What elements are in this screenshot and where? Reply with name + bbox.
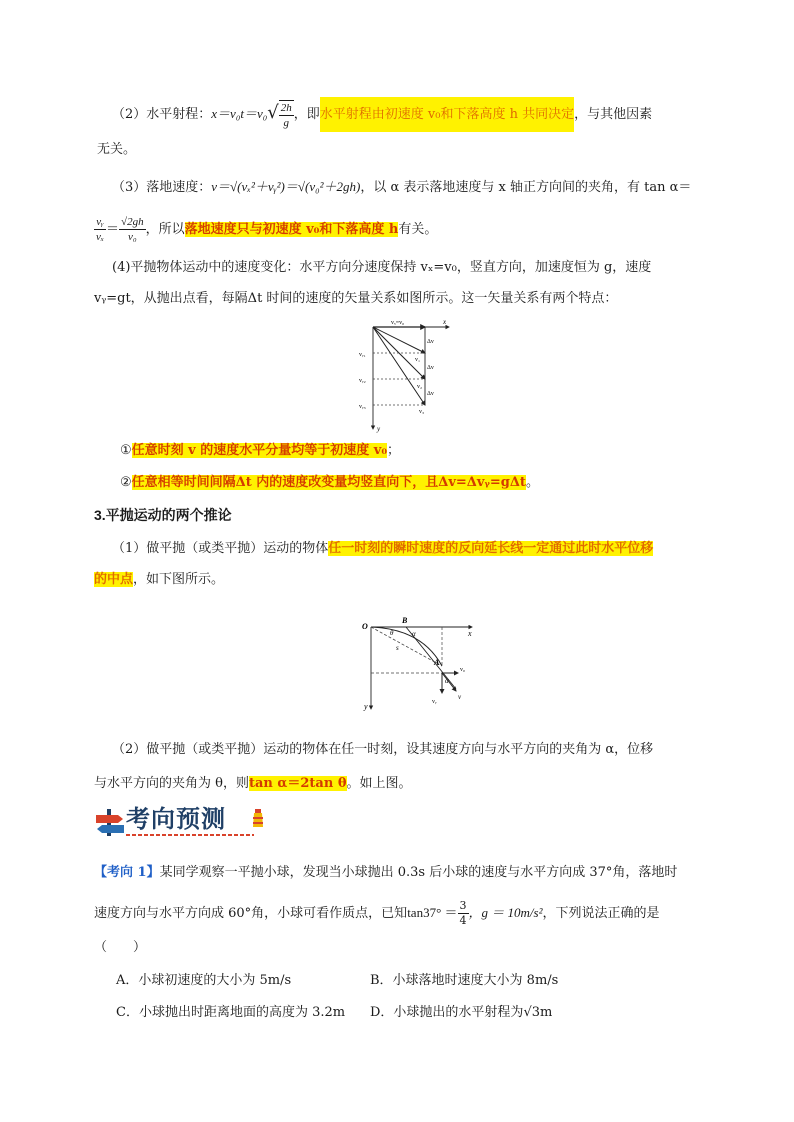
p3-text: ，以 α 表示落地速度与 x 轴正方向间的夹角，有 tan α＝ (360, 180, 692, 195)
p2-mid: ，即 (293, 107, 320, 122)
fig1-label-vy2: vᵧ₂ (359, 378, 366, 384)
fig2-label-O: O (362, 622, 368, 631)
section3-p1-line1 (112, 539, 653, 559)
section3-p1-line2 (94, 570, 224, 590)
p2-formula: x＝v₀t＝v₀ (211, 106, 268, 121)
point-2-end: 。 (525, 475, 539, 490)
question-line2 (94, 898, 660, 929)
option-b[interactable]: B．小球落地时速度大小为 8m/s (370, 973, 559, 988)
question-g: ，g ＝ 10m/s² (468, 905, 543, 920)
point-2 (120, 473, 539, 493)
point-2-num: ② (120, 475, 132, 490)
signpost-icon (94, 807, 126, 837)
fig1-label-v2: v₂ (417, 384, 423, 390)
fig2-label-alpha: α (412, 630, 416, 638)
fig1-v3-vector (373, 327, 425, 405)
fig1-label-vy1: vᵧ₁ (359, 352, 366, 358)
fig1-v1-vector (373, 327, 425, 353)
p2-fraction: $\frac{2h}{g}$ (280, 101, 292, 129)
section3-p1-highlight-a: 任一时刻的瞬时速度的反向延长线一定通过此时水平位移 (328, 541, 654, 556)
p3-mid: ，所以 (145, 222, 185, 237)
fig1-label-vy3: vᵧ₃ (359, 404, 366, 410)
p3-frac2: $\frac{√2gh}{\text{v₀}}$ (121, 216, 144, 243)
p2-suffix: ，与其他因素 (574, 107, 653, 122)
question-tan: tan37° ＝ (407, 905, 458, 920)
section3-title: 3.平抛运动的两个推论 (94, 507, 232, 523)
option-d-value: √3m (523, 1005, 553, 1020)
fig2-label-s: s (396, 644, 399, 652)
trajectory-figure (360, 611, 484, 713)
velocity-vector-figure (357, 315, 457, 433)
fig2-label-alpha2: α (445, 677, 449, 685)
lighthouse-icon (250, 807, 266, 829)
section3-p2-line1: （2）做平抛（或类平抛）运动的物体在任一时刻，设其速度方向与水平方向的夹角为 α，位移 (112, 742, 654, 757)
point-1-end: ； (387, 443, 401, 458)
fig2-label-v: v (458, 693, 462, 701)
section3-p2-suffix: 。如上图。 (346, 776, 412, 791)
fig1-label-dv-1: Δv (427, 339, 434, 345)
option-a[interactable]: A．小球初速度的大小为 5m/s (116, 973, 292, 988)
p3-line1 (112, 177, 691, 198)
section3-p1-prefix: （1）做平抛（或类平抛）运动的物体 (112, 541, 329, 556)
fig2-label-A: A (434, 658, 440, 667)
banner-title: 考向预测 (126, 805, 226, 833)
p3-eq: ＝ (106, 222, 120, 237)
question-paren: （ ） (94, 940, 147, 955)
fig2-label-B: B (402, 616, 408, 625)
p3-frac1: $\frac{\text{vᵧ}}{\text{vₓ}}$ (96, 216, 105, 243)
section3-p2-line2 (94, 774, 412, 794)
fig2-label-vy: vᵧ (432, 699, 437, 705)
fig1-label-v1: v₁ (415, 357, 421, 363)
section3-p1-suffix: ，如下图所示。 (133, 572, 225, 587)
p4-line1: (4)平抛物体运动中的速度变化：水平方向分速度保持 vₓ=v₀，竖直方向，加速度恒为 g，速度 (112, 260, 652, 275)
point-2-text: 任意相等时间间隔Δt 内的速度改变量均竖直向下，且Δv=Δvᵧ=gΔt (131, 475, 526, 490)
fig2-displacement (371, 627, 442, 666)
option-d[interactable] (370, 1003, 552, 1023)
forecast-banner (94, 803, 274, 837)
fig1-label-x: x (443, 318, 447, 326)
fig2-label-v0: v₀ (460, 667, 466, 673)
p2-prefix: （2）水平射程： (112, 107, 212, 122)
p3-highlight: 落地速度只与初速度 v₀和下落高度 h (184, 222, 399, 237)
question-line1 (94, 863, 677, 883)
fig2-label-x: x (468, 629, 472, 638)
p3-line2 (94, 212, 437, 248)
question-tag: 【考向 1】 (94, 865, 160, 880)
fig1-label-dv-2: Δv (427, 365, 434, 371)
section3-p2-highlight: tan α＝2tan θ (248, 776, 347, 791)
p3-suffix: 有关。 (398, 222, 438, 237)
fig1-label-dv-3: Δv (427, 391, 434, 397)
p2-line1: （2）水平射程：x＝v₀t＝v₀√ $\frac{2h}{g}$ ，即水平射程由初速度 v₀和下落高度 h 共同决定，与其他因素 (112, 96, 652, 132)
option-c[interactable]: C．小球抛出时距离地面的高度为 3.2m (116, 1005, 346, 1020)
section3-p1-highlight-b: 的中点 (94, 572, 134, 587)
option-d-text: D．小球抛出的水平射程为 (370, 1005, 524, 1020)
point-1-num: ① (120, 443, 132, 458)
point-1-text: 任意时刻 v 的速度水平分量均等于初速度 v₀ (131, 443, 388, 458)
p3-formula: v＝√(vₓ²＋vᵧ²)＝√(v₀²＋2gh) (211, 179, 361, 194)
question-suffix: ，下列说法正确的是 (542, 906, 660, 921)
question-text1: 某同学观察一平抛小球，发现当小球抛出 0.3s 后小球的速度与水平方向成 37°角，落地时 (159, 865, 678, 880)
p2-line2: 无关。 (97, 142, 137, 157)
question-text2: 速度方向与水平方向成 60°角，小球可看作质点，已知 (94, 906, 408, 921)
banner-underline (126, 834, 254, 836)
point-1 (120, 441, 400, 461)
p2-highlight: 水平射程由初速度 v₀和下落高度 h 共同决定 (320, 97, 574, 132)
fig1-label-v3: v₃ (419, 409, 425, 415)
fig1-label-y: y (377, 425, 381, 433)
question-fraction: $\frac{3}{4}$ (459, 899, 467, 927)
fig1-label-vx: vₓ=v₀ (391, 320, 405, 326)
section3-p2-prefix: 与水平方向的夹角为 θ，则 (94, 776, 249, 791)
fig2-label-y: y (364, 702, 368, 711)
p3-prefix: （3）落地速度： (112, 180, 212, 195)
p4-line2: vᵧ=gt，从抛出点看，每隔Δt 时间的速度的矢量关系如图所示。这一矢量关系有两个特点： (94, 291, 618, 306)
fig2-label-theta: θ (390, 629, 394, 637)
